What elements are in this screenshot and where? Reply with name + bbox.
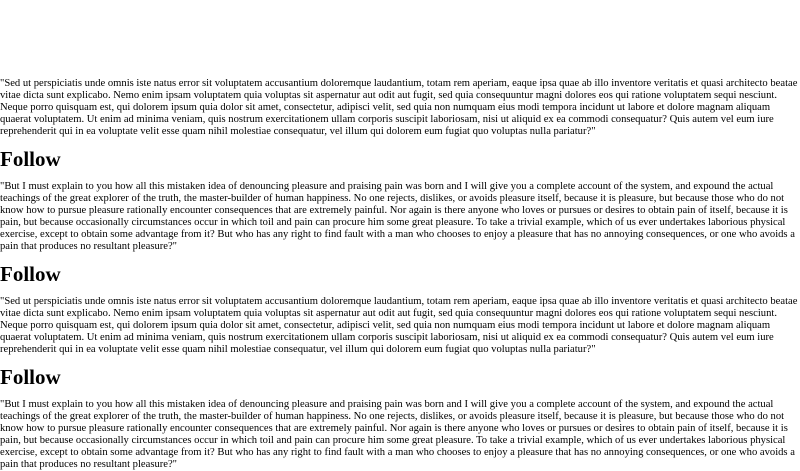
spacer	[0, 286, 800, 296]
spacer	[0, 138, 800, 147]
spacer	[0, 171, 800, 181]
follow-heading: Follow	[0, 147, 61, 171]
spacer	[0, 389, 800, 399]
spacer	[0, 253, 800, 262]
content-column	[0, 78, 800, 471]
follow-heading: Follow	[0, 365, 61, 389]
body-paragraph: "Sed ut perspiciatis unde omnis iste natus error sit voluptatem accusantium doloremque laudantium, totam rem aperiam, eaque ipsa quae ab illo inventore veritatis et quasi architecto beatae vitae dicta sunt explicabo. Nemo enim ipsam voluptatem quia voluptas sit aspernatur aut odit aut fugit, sed quia consequuntur magni dolores eos qui ratione voluptatem sequi nesciunt. Neque porro quisquam est, qui dolorem ipsum quia dolor sit amet, consectetur, adipisci velit, sed quia non numquam eius modi tempora incidunt ut labore et dolore magnam aliquam quaerat voluptatem. Ut enim ad minima veniam, quis nostrum exercitationem ullam corporis suscipit laboriosam, nisi ut aliquid ex ea commodi consequatur? Quis autem vel eum iure reprehenderit qui in ea voluptate velit esse quam nihil molestiae consequatur, vel illum qui dolorem eum fugiat quo voluptas nulla pariatur?"	[0, 78, 798, 137]
body-paragraph: "But I must explain to you how all this mistaken idea of denouncing pleasure and praising pain was born and I will give you a complete account of the system, and expound the actual teachings of the great explorer of the truth, the master-builder of human happiness. No one rejects, dislikes, or avoids pleasure itself, because it is pleasure, but because those who do not know how to pursue pleasure rationally encounter consequences that are extremely painful. Nor again is there anyone who loves or pursues or desires to obtain pain of itself, because it is pain, but because occasionally circumstances occur in which toil and pain can procure him some great pleasure. To take a trivial example, which of us ever undertakes laborious physical exercise, except to obtain some advantage from it? But who has any right to find fault with a man who chooses to enjoy a pleasure that has no annoying consequences, or one who avoids a pain that produces no resultant pleasure?"	[0, 399, 795, 470]
spacer	[0, 356, 800, 365]
body-paragraph: "But I must explain to you how all this mistaken idea of denouncing pleasure and praising pain was born and I will give you a complete account of the system, and expound the actual teachings of the great explorer of the truth, the master-builder of human happiness. No one rejects, dislikes, or avoids pleasure itself, because it is pleasure, but because those who do not know how to pursue pleasure rationally encounter consequences that are extremely painful. Nor again is there anyone who loves or pursues or desires to obtain pain of itself, because it is pain, but because occasionally circumstances occur in which toil and pain can procure him some great pleasure. To take a trivial example, which of us ever undertakes laborious physical exercise, except to obtain some advantage from it? But who has any right to find fault with a man who chooses to enjoy a pleasure that has no annoying consequences, or one who avoids a pain that produces no resultant pleasure?"	[0, 181, 795, 252]
follow-heading: Follow	[0, 262, 61, 286]
body-paragraph: "Sed ut perspiciatis unde omnis iste natus error sit voluptatem accusantium doloremque laudantium, totam rem aperiam, eaque ipsa quae ab illo inventore veritatis et quasi architecto beatae vitae dicta sunt explicabo. Nemo enim ipsam voluptatem quia voluptas sit aspernatur aut odit aut fugit, sed quia consequuntur magni dolores eos qui ratione voluptatem sequi nesciunt. Neque porro quisquam est, qui dolorem ipsum quia dolor sit amet, consectetur, adipisci velit, sed quia non numquam eius modi tempora incidunt ut labore et dolore magnam aliquam quaerat voluptatem. Ut enim ad minima veniam, quis nostrum exercitationem ullam corporis suscipit laboriosam, nisi ut aliquid ex ea commodi consequatur? Quis autem vel eum iure reprehenderit qui in ea voluptate velit esse quam nihil molestiae consequatur, vel illum qui dolorem eum fugiat quo voluptas nulla pariatur?"	[0, 296, 798, 355]
